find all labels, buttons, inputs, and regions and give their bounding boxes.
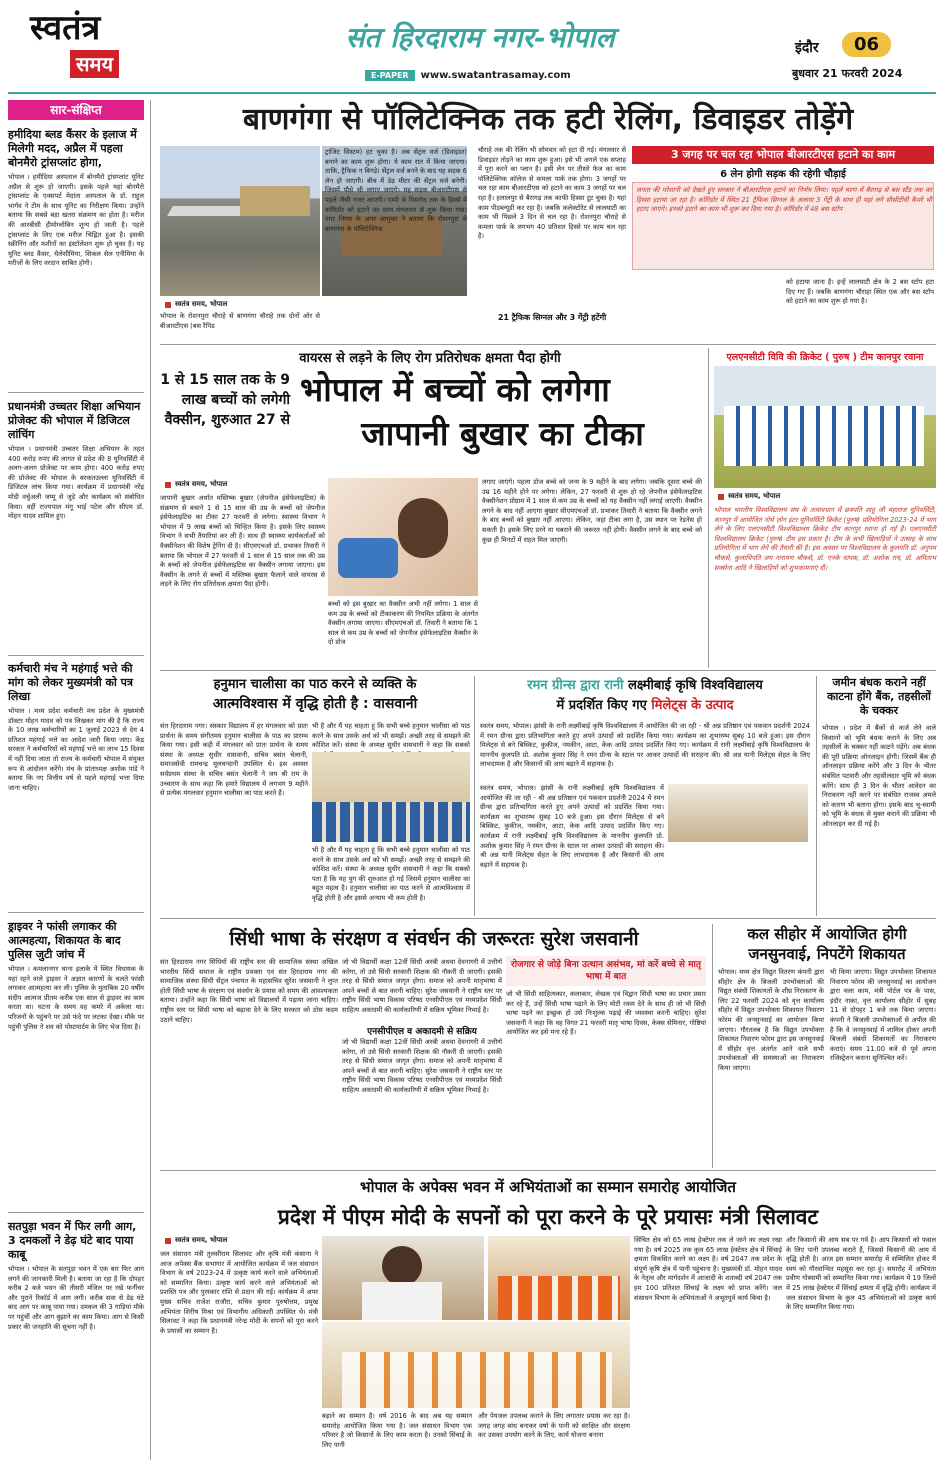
sehore-body-1: भोपाल। मध्य क्षेत्र विद्युत वितरण कंपनी द्वारा सीहोर क्षेत्र के बिजली उपभोक्ताओं की विद्युत संबंधी शिकायतों के शीघ्र निराकरण के लिए 22 फरवरी 2024 को वृत्त कार्यालय सीहोर में विद्युत उपभोक्ता शिकायत निवारण फोरम की जनसुनवाई का आयोजन किया जाएगा। गौरतलब है कि विद्युत उपभोक्ता शिकायत निवारण फोरम द्वारा इस जनसुनवाई में सीहोर वृत्त अंतर्गत आने वाले सभी उपभोक्ताओं की समस्याओं का निराकरण किया जाएगा। <box>718 968 824 1072</box>
award-ceremony-photo <box>322 1322 630 1408</box>
top-story-subhead-signals: 21 ट्रैफिक सिग्नल और 3 गेंट्री हटेंगी <box>497 313 607 322</box>
sindhi-body-3: जो भी सिंधी साहित्यकार, कलाकार, लेखक एवं विद्वान सिंधी भाषा का प्रचार प्रसार कर रहे हैं, उन्हें सिंधी भाषा पढ़ाने के लिए मोटी रकम देने के साथ ही जो भी सिंधी भाषा पढ़ने का इच्छुक हो उसे निःशुल्क पढ़ाई की व्यवस्था करनी चाहिए। सुरेश जसवानी ने कहा कि वह विगत 21 फरवरी मातृ भाषा दिवस, केक्स सेमिनार, गोष्ठियां आयोजित कर इसे मना रहे हैं। <box>506 990 706 1037</box>
millets-headline <box>480 676 810 716</box>
city-label: इंदौर <box>795 40 819 56</box>
vaccination-photo <box>328 478 478 596</box>
sehore-headline: कल सीहोर में आयोजित होगी जनसुनवाई, निपटेंगे शिकायत <box>747 925 907 963</box>
millets-body: स्वतंत्र समय, भोपाल। झांसी के रानी लक्ष्मीबाई कृषि विश्वविद्यालय में आयोजित की जा रही - श्री अन्न प्रतिष्ठान एवं पकवान प्रदर्शनी 2024 में रमन ग्रीन्स द्वारा प्रतिभागिता करते हुए अपने उत्पादों को प्रदर्शित किया गया। कार्यक्रम का शुभारम्भ सुबह 10 बजे हुआ। इस दौरान मिलेट्स से बने बिस्किट, कुकीज, नमकीन, आटा, केक आदि उत्पाद प्रदर्शित किए गए। कार्यक्रम में रानी लक्ष्मीबाई कृषि विश्वविद्यालय के माननीय कुलपति प्रो. अशोक कुमार सिंह ने रमन ग्रीन्स के स्टाल पर आकर उत्पादों की सराहना की। श्री अन्न यानी मिलेट्स सेहत के लिए लाभदायक है और किसानों की आय बढ़ाने में सहायक है। <box>480 722 810 769</box>
hanuman-students-photo <box>312 752 470 842</box>
sindhi-pullquote: रोजगार से जोड़े बिना उत्थान असंभव, मां करें बच्चे से मातृ भाषा में बात <box>506 956 706 986</box>
sidebar-item-title: प्रधानमंत्री उच्चतर शिक्षा अभियान प्रोजेक्ट की भोपाल में डिजिटल लांचिंग <box>8 400 141 441</box>
section-divider <box>160 918 936 919</box>
millets-headline-d: मिलेट्स के उत्पाद <box>651 698 734 713</box>
epaper-bar <box>365 68 765 82</box>
hanuman-headline <box>160 676 470 714</box>
top-story-col2: चौराहे तक की रेलिंग भी सोमवार को हटा दी गई। मंगलवार से डिवाइडर तोड़ने का काम शुरू हुआ। इसे भी अगले एक सप्ताह में पूरा करने का प्लान है। इसी लेन पर तीसरे फेज का काम पॉलिटेक्निक कॉलेज से कमला पार्क तक होगा। 3 जगहों पर चल रहा काम बीआरटीएस को हटाने का काम 3 जगहों पर चल रहा है। हलालपुर से बैरागढ़ तक काफी हिस्सा टूट चुका है। यहां काम पीडब्ल्यूडी कर रहा है। जबकि कलेक्टोरेट से लालघाटी का काम भी पिछले 3 दिन से चल रहा है। रोशनपुरा चौराहे से कमला पार्क के लगभग 40 प्रतिशत हिस्से पर काम चल रहा है। <box>478 146 626 241</box>
logo-top: स्वतंत्र <box>30 8 101 48</box>
sindhi-body-2-cont: जो भी विद्यार्थी कक्षा 12वीं सिंधी अरबी अथवा देवनागरी में उत्तीर्ण करेगा, तो उसे सिंधी सरकारी शिक्षक की नौकरी दी जाएगी। इसकी तरह से सिंधी समाज जागृत होगा। समाज को अपनी मातृभाषा में अपने बच्चों से बात करनी चाहिए। सुरेश जसवानी ने राष्ट्रीय स्तर पर राष्ट्रीय सिंधी भाषा विकास परिषद एनसीपीएल एवं मध्यप्रदेश सिंधी साहित्य अकादमी की कार्यकारिणी में सक्रिय भूमिका निभाई है। <box>342 1038 502 1094</box>
sindhi-body-2: जो भी विद्यार्थी कक्षा 12वीं सिंधी अरबी अथवा देवनागरी में उत्तीर्ण करेगा, तो उसे सिंधी सरकारी शिक्षक की नौकरी दी जाएगी। इसकी तरह से सिंधी समाज जागृत होगा। समाज को अपनी मातृभाषा में अपने बच्चों से बात करनी चाहिए। सुरेश जसवानी ने राष्ट्रीय स्तर पर राष्ट्रीय सिंधी भाषा विकास परिषद एनसीपीएल एवं मध्यप्रदेश सिंधी साहित्य अकादमी की कार्यकारिणी में सक्रिय भूमिका निभाई है। <box>342 958 502 1014</box>
sindhi-body-1: संत हिरदाराम नगर सिंधियों की राष्ट्रीय स्तर की सामाजिक संस्था अखिल भारतीय सिंधी समाज के राष्ट्रीय प्रवक्ता एवं संत हिरदाराम नगर की सामाजिक संस्था सिंधी सेंट्रल पंचायत के महासचिव सुरेश जसवानी ने लुप्त होती सिंधी भाषा के संरक्षण एवं संवर्धन के प्रयास को समय की आवश्यकता बताया। उन्होंने कहा कि सिंधी भाषा को विद्यालयों में पढ़ाया जाना चाहिए। राष्ट्रीय स्तर पर सिंधी भाषा को बढ़ावा देने के लिए सरकार को ठोस कदम उठाने चाहिए। <box>160 958 338 1024</box>
sidebar-header: सार-संक्षिप्त <box>8 100 144 120</box>
website[interactable]: www.swatantrasamay.com <box>420 69 571 81</box>
top-story-highlight: 3 जगह पर चल रहा भोपाल बीआरटीएस हटाने का काम <box>632 146 934 164</box>
apex-kicker: भोपाल के अपेक्स भवन में अभियंताओं का सम्मान समारोह आयोजित <box>360 1178 736 1196</box>
main-story-col1: जापानी बुखार अर्थात मस्तिष्क बुखार (जेपनीज इंसेफेलाइटिस) के संक्रमण से बचाने 1 से 15 साल की उम्र के बच्चों को जेपनीज इंसेफेलाइटिस का टीका 27 फरवरी से लगेगा। स्वास्थ्य विभाग ने भोपाल में 9 लाख बच्चों को चिन्हित किया है। इसके लिए स्वास्थ्य विभाग ने सभी तैयारियां कर ली हैं। साथ ही स्वास्थ्य कार्यकर्ताओं को वैक्सीनेशन की विशेष ट्रेनिंग दी है। सीएमएचओ डॉ. प्रभाकर तिवारी ने बताया कि भोपाल में 27 फरवरी से 1 साल से 15 साल तक की उम्र के बच्चों को जेपनीज इंसेफेलाइटिस का वैक्सीन लगाया जाएगा। इस वैक्सीन के लगने से बच्चों में मस्तिष्क बुखार फैलाने वाले वायरस से लड़ने के लिए रोग प्रतिरोधक क्षमता पैदा होगी। <box>160 494 325 589</box>
sidebar <box>8 100 144 1460</box>
cricket-kicker: एलएनसीटी विवि की क्रिकेट ( पुरुष ) टीम कानपुर रवाना <box>726 352 924 363</box>
millets-headline-c: में प्रदर्शित किए गए <box>556 698 647 713</box>
main-story-col2: बच्चों को इस बुखार का वैक्सीन अभी नहीं लगेगा। 1 साल से कम उम्र के बच्चों को टीकाकरण की नियमित प्रक्रिया के अंतर्गत वैक्सीन लगाया जाएगा। सीएमएचओ डॉ. तिवारी ने बताया कि 1 साल से कम उम्र के बच्चों को जेपनीज इंसेफेलाइटिस वैक्सीन के दो डोज <box>328 600 478 647</box>
issue-date: बुधवार 21 फरवरी 2024 <box>792 67 903 80</box>
column-rule <box>816 676 817 916</box>
sidebar-item-body: भोपाल । प्रधानमंत्री उच्चतर शिक्षा अभियान के तहत 400 करोड़ रुपए की लागत से प्रदेश की 8 यूनिवर्सिटी में अलग-अलग प्रोजेक्ट पर काम होगा। 400 करोड़ रुपए की प्रोजेक्ट की भोपाल के बरकतउल्ला यूनिवर्सिटी में डिजिटल लांच किया गया। कार्यक्रम में प्रधानमंत्री नरेंद्र मोदी वर्चुअली जम्मू से जुड़े और कार्यक्रम को संबोधित किया। वहीं राज्यपाल मंगू भाई पटेल और सीएम डॉ. मोहन यादव शामिल हुए। <box>8 445 144 521</box>
millets-stall-photo <box>668 784 808 842</box>
sidebar-item-body: भोपाल । हमीदिया अस्पताल में बोनमैरो ट्रांसप्लांट यूनिट अप्रैल से शुरू हो जाएगी। इसके पहले यहां बोनमैरो ट्रांसप्लांट के एक्सपर्ट मेदांता अस्पताल के डॉ. राहुल भार्गव ने टीम के साथ यूनिट का निरीक्षण किया। उन्होंने बताया कि सबसे बड़ा खतरा संक्रमण का होता है। मरीज की आरबीसी हीमोग्लोबिन शून्य हो जाती है। पहले ट्रांसप्लांट के लिए एक मरीज चिह्नित हुआ है। इसकी स्क्रीनिंग और मशीनों का इंस्टॉलेशन शुरू हो चुका है। यह यूनिट ब्लड कैंसर, थैलेसीमिया, सिकल सेल एनीमिया के मरीजों के लिए वरदान साबित होगी। <box>8 173 144 268</box>
top-story-subhighlight: 6 लेन होगी सड़क की रहेगी चौड़ाई <box>720 169 846 180</box>
sidebar-item-title: कर्मचारी मंच ने महंगाई भत्ते की मांग को लेकर मुख्यमंत्री को पत्र लिखा <box>8 662 133 703</box>
top-story-byline: स्वतंत्र समय, भोपाल <box>165 300 315 309</box>
sidebar-item-body: भोपाल । मध्य प्रदेश कर्मचारी मंच प्रदेश के मुख्यमंत्री डॉक्टर मोहन यादव को पत्र लिखकर मांग की है कि राज्य के 10 लाख कर्मचारियों का 1 जुलाई 2023 से देय 4 प्रतिशत महंगाई भत्ते का आदेश जारी किया जाए। केंद्र सरकार ने कर्मचारियों को महंगाई भत्ते का लाभ 15 दिवस में नहीं दिया जाता तो राज्य के कर्मचारी भोपाल में संयुक्त रूप से आंदोलन करेंगे। मंच के प्रांताध्यक्ष अशोक पांडे ने बताया कि नए वित्तीय वर्ष से पहले महंगाई भत्ता दिया जाना चाहिए। <box>8 707 144 792</box>
sidebar-divider <box>8 912 144 913</box>
sidebar-divider <box>8 655 144 656</box>
top-story-headline: बाणगंगा से पॉलिटेक्निक तक हटी रेलिंग, डिवाइडर तोड़ेंगे <box>242 102 854 137</box>
apex-col2: बढ़ाने का सम्मान है। वर्ष 2016 के बाद अब यह सम्मान समारोह आयोजित किया गया है। जल संसाधन विभाग एक परिवार है जो किसानों के लिए काम करता है। उनको सिंचाई के लिए पानी <box>322 1412 472 1449</box>
epaper-label: E-PAPER <box>365 70 415 81</box>
hanuman-headline-line2: आत्मविश्वास में वृद्धि होती है : वासवानी <box>212 696 418 712</box>
masthead <box>0 0 945 92</box>
main-headline-line2: जापानी बुखार का टीका <box>361 414 644 453</box>
main-story-side-deck: 1 से 15 साल तक के 9 लाख बच्चों को लगेगी वैक्सीन, शुरुआत 27 से <box>160 372 290 428</box>
sidebar-item <box>8 128 144 385</box>
sidebar-divider <box>8 392 144 393</box>
cricket-team-photo <box>714 366 936 488</box>
main-story-kicker: वायरस से लड़ने के लिए रोग प्रतिरोधक क्षमता पैदा होगी <box>299 351 561 366</box>
sidebar-item-body: भोपाल । कमलानगर थाना इलाके में स्थित विधायक के यहां रहने वाले ड्राइवर ने अज्ञात कारणों के चलते फांसी लगाकर आत्महत्या कर ली। पुलिस के मुताबिक 20 वर्षीय संदीप आत्मज प्रीतम करीब एक साल से ड्राइवर का काम करता था। घटना के समय वह कमरे में अकेला था। परिजनों के पहुंचने पर उसे फंदे पर लटका देखा। मौके पर पहुंची पुलिस ने शव को पोस्टमार्टम के लिए भेज दिया है। <box>8 965 144 1031</box>
sindhi-headline: सिंधी भाषा के संरक्षण व संवर्धन की जरूरतः सुरेश जसवानी <box>229 928 639 950</box>
sidebar-item-title: ड्राइवर ने फांसी लगाकर की आत्महत्या, शिकायत के बाद पुलिस जुटी जांच में <box>8 920 121 961</box>
top-story-col1: ट्रांजिट सिस्टम) हट चुका है। अब सेंट्रल वर्ज (डिवाइडर) बनाने का काम शुरू होगा। ये काम रात में किया जाएगा। ताकि, ट्रैफिक न बिगड़े। सेंट्रल वर्ज बनने के बाद यह सड़क 6 लेन हो जाएगी। बीच में डेढ़ मीटर की सेंट्रल वर्ज बनेगी। जिसमें पौधे भी लगाए जाएंगे। यह सड़क बीआरटीएस से पहले जैसी नजर आएगी। एम्पी से मिसरोद तक के हिस्से में कॉरिडोर को हटाने का काम मंगलवार से शुरू किया गया। नगर निगम के अपर आयुक्त ने बताया कि रोशनपुरा से बाणगंगा के पॉलिटेक्निक <box>325 148 467 233</box>
sehore-body-2: भी किया जाएगा। विद्युत उपभोक्ता शिकायत निवारण फोरम की जनसुनवाई का आयोजन द्वारा चला काम, मंत्री पोर्टल पत्र के पास, इंदौर नाका, वृत्त कार्यालय सीहोर में सुबह 11 से दोपहर 1 बजे तक किया जाएगा। कंपनी ने बिजली उपभोक्ताओं से अपील की है कि वे जनसुनवाई में शामिल होकर अपनी बिजली संबंधी शिकायतों का निराकरण कराएं। समय 11.00 बजे से पूर्व अपना रजिस्ट्रेशन कराना सुनिश्चित करें। <box>830 968 936 1063</box>
millets-headline-a: रमन ग्रीन्स द्वारा रानी <box>527 678 624 693</box>
sidebar-column-rule <box>150 100 151 1460</box>
hanuman-body-2-top: भी है और मैं यह चाहता हूं कि सभी बच्चे हनुमान चालीसा को पाठ करने के साथ उसके अर्थ को भी समझें। अच्छी तरह से समझने की कोशिश करें। संस्था के अध्यक्ष सुधीर वासवानी ने कहा कि सबको <box>312 722 470 750</box>
cricket-byline: स्वतंत्र समय, भोपाल <box>718 492 918 501</box>
column-rule <box>708 348 709 668</box>
minister-silawat-photo <box>322 1236 484 1320</box>
main-story-col3: लगाए जाएंगे। पहला डोज बच्चे को जन्म के 9 महीने के बाद लगेगा। जबकि दूसरा बच्चे की उम्र 16 महीने होने पर लगेगा। लेकिन, 27 फरवरी से शुरू हो रहे जेपनीज इंसेफेलाइटिस वैक्सीनेशन प्रोग्राम में 1 साल से कम उम्र के बच्चों को यह वैक्सीन नहीं लगाई जाएगी। वैक्सीन लगने के बाद नहीं आएगा बुखार सीएमएचओ डॉ. प्रभाकर तिवारी ने बताया कि वैक्सीन लगने के बाद बच्चों को बुखार नहीं आएगा। लेकिन, जहां टीका लगा है, उस स्थान पर रेडनेस हो सकती है। इसके लिए डरने या घबराने की जरूरत नहीं होगी। वैक्सीन लगने के बाद बच्चे को कुछ ही मिनटों में राहत मिल जाएगी। <box>482 478 702 544</box>
hanuman-body-1: संत हिरदाराम नगर। संस्कार विद्यालय में हर मंगलवार को प्रातः प्रार्थना के समय संगीतमय हनुमान चालीसा के पाठ का प्रारम्भ किया गया। इसी कड़ी में मंगलवार को प्रातः प्रार्थना के समय संस्था के अध्यक्ष सुधीर वासवानी, सचिव बसंत चेलानी, समाजसेवी रामचन्द्र मूलचन्दानी उपस्थित थे। इस अवसर सर्वप्रथम संस्था के सचिव बसंत चेलानी ने जय श्री राम के उच्चारण के साथ कहा कि हमारे विद्यालय में लगभग 9 महीने से प्रत्येक मंगलवार हनुमान चालीसा का पाठ करते हैं। <box>160 722 308 798</box>
sidebar-item <box>8 920 144 1220</box>
main-headline-line1: भोपाल में बच्चों को लगेगा <box>300 370 610 409</box>
logo-bottom: समय <box>70 50 119 78</box>
brts-road-photo <box>160 146 320 296</box>
sidebar-item-title: सतपुड़ा भवन में फिर लगी आग, 3 दमकलों ने डेढ़ घंटे बाद पाया काबू <box>8 1220 137 1261</box>
apex-byline: स्वतंत्र समय, भोपाल <box>165 1236 365 1245</box>
sindhi-subhead: एनसीपीएल व अकादमी से सक्रिय <box>367 1027 477 1037</box>
sidebar-item <box>8 662 144 912</box>
main-story-headline <box>300 368 705 456</box>
top-story-col4: को हटाया जाना है। इन्हें लालघाटी क्षेत्र के 2 बस स्टॉप हटा दिए गए हैं। जबकि बाणगंगा चौराहा स्थित एक और बस स्टॉप को हटाने का काम शुरू हो गया है। <box>786 278 934 306</box>
edition-title: संत हिरदाराम नगर-भोपाल <box>345 21 615 54</box>
section-divider <box>160 344 936 345</box>
section-divider <box>160 1170 936 1171</box>
main-story-byline: स्वतंत्र समय, भोपाल <box>165 480 365 489</box>
apex-headline: प्रदेश में पीएम मोदी के सपनों को पूरा करने के पूरे प्रयासः मंत्री सिलावट <box>277 1205 819 1229</box>
top-story-caption: भोपाल के रोशनपुरा चौराहे से बाणगंगा चौराहे तक दोनों ओर से बीआरटीएस (बस रैपिड <box>160 312 320 330</box>
sidebar-item <box>8 1220 144 1455</box>
sidebar-item-title: हमीदिया ब्लड कैंसर के इलाज में मिलेगी मदद, अप्रैल में पहला बोनमैरो ट्रांसप्लांट होगा, <box>8 128 137 169</box>
page-number: 06 <box>842 32 891 57</box>
apex-col1: जल संसाधन मंत्री तुलसीराम सिलावट और कृषि मंत्री कंसाना ने आज अपेक्स बैंक सभागार में आयोजित कार्यक्रम में जल संसाधन विभाग के वर्ष 2023-24 में उत्कृष्ट कार्य करने वाले अभियंताओं को सम्मानित किया। उत्कृष्ट कार्य करने वाले अभियंताओं को प्रशस्ति पत्र और पुरस्कार राशि से प्रदान की गई। कार्यक्रम में अपर मुख्य सचिव राजेश राजौरा, सचिव कुमार पुरुषोत्तम, प्रमुख अभियंता शिरीष मिश्रा एवं विभागीय अधिकारी उपस्थित थे। मंत्री सिलावट ने कहा कि प्रधानमंत्री नरेन्द्र मोदी के सपनों को पूरा करने के प्रयासों का सम्मान है। <box>160 1250 318 1335</box>
logo <box>30 8 150 88</box>
millets-headline-b: लक्ष्मीबाई कृषि विश्वविद्यालय <box>628 678 763 693</box>
apex-col3: और पेयजल उपलब्ध कराने के लिए लगातार प्रयास कर रहा है। जगह जगह बांध बनाकर वर्षा के पानी को संरक्षित और संरक्षण कर उसका उपयोग करने के लिए, कार्य योजना बनाना <box>478 1412 630 1440</box>
land-body: भोपाल । प्रदेश में बैंकों से कर्ज लेने वाले किसानों को भूमि बंधक कराने के लिए अब तहसीलों के चक्कर नहीं काटने पड़ेंगे। अब बंधक की पूरी प्रक्रिया ऑनलाइन होगी। जिसमें बैंक ही ऑनलाइन प्रक्रिया करेंगे और 3 दिन के भीतर संबंधित पटवारी और तहसीलदार भूमि को बंधक करेंगे। साथ ही 3 दिन के भीतर आवेदन का निराकरण नहीं करने पर संबंधित राजस्व अमले को कारण भी बताना होगा। इसके बाद भू-स्वामी को भूमि के बंधक से मुक्त कराने की प्रक्रिया भी ऑनलाइन कर दी गई है। <box>822 724 936 828</box>
sidebar-item <box>8 400 144 635</box>
sidebar-item-body: भोपाल । भोपाल के सतपुड़ा भवन में एक बार फिर आग लगने की जानकारी मिली है। बताया जा रहा है कि दोपहर करीब 2 बजे भवन की तीसरी मंजिल पर रखे फर्नीचर और पुराने रिकॉर्ड में आग लगी। करीब सवा से डेढ़ घंटे बाद आग पर काबू पाया गया। दमकल की 3 गाड़ियां मौके पर पहुंचीं और आग बुझाने का काम किया। आग से किसी प्रकार की जनहानि की सूचना नहीं है। <box>8 1265 144 1331</box>
sidebar-divider <box>8 1212 144 1213</box>
column-rule <box>712 924 713 1168</box>
millets-body-cont: स्वतंत्र समय, भोपाल। झांसी के रानी लक्ष्मीबाई कृषि विश्वविद्यालय में आयोजित की जा रही - श्री अन्न प्रतिष्ठान एवं पकवान प्रदर्शनी 2024 में रमन ग्रीन्स द्वारा प्रतिभागिता करते हुए अपने उत्पादों को प्रदर्शित किया गया। कार्यक्रम का शुभारम्भ सुबह 10 बजे हुआ। इस दौरान मिलेट्स से बने बिस्किट, कुकीज, नमकीन, आटा, केक आदि उत्पाद प्रदर्शित किए गए। कार्यक्रम में रानी लक्ष्मीबाई कृषि विश्वविद्यालय के माननीय कुलपति प्रो. अशोक कुमार सिंह ने रमन ग्रीन्स के स्टाल पर आकर उत्पादों की सराहना की। श्री अन्न यानी मिलेट्स सेहत के लिए लाभदायक है और किसानों की आय बढ़ाने में सहायक है। <box>480 784 664 869</box>
masthead-divider <box>8 92 936 94</box>
top-story-col3: जनता की परेशानी को देखते हुए सरकार ने बीआरटीएस हटाने का निर्णय लिया। पहले चरण में बैरागढ़ से बस स्टैंड तक का हिस्सा हटाया जा रहा है। कॉरिडोर में स्थित 21 ट्रैफिक सिग्नल के अलावा 3 गेंट्री के साथ ही यहां लगे सीसीटीवी कैमरे भी हटाए जाएंगे। इनको हटाने का काम भी शुरू कर दिया गया है। कॉरिडोर में 48 बस स्टॉप <box>636 186 932 214</box>
column-rule <box>474 676 475 916</box>
cricket-body: भोपाल भारतीय विश्वविद्यालय संघ के तत्वावधान में छत्रपति शाहू जी महाराज यूनिवर्सिटी, कानपुर में आयोजित नॉर्थ ज़ोन इंटर यूनिवर्सिटी क्रिकेट (पुरुष) प्रतियोगिता 2023-24 में भाग लेने के लिए एलएनसीटी विश्वविद्यालय क्रिकेट टीम कानपुर रवाना हो गई है। एलएनसीटी विश्वविद्यालय क्रिकेट (पुरुष) टीम इस प्रकार है। टीम के सभी खिलाड़ियों ने उत्साह के साथ प्रतियोगिता में भाग लेने की तैयारी की है। इस अवसर पर विश्वविद्यालय के कुलपति डॉ. अनुपम चौकसे, कुलाधिपति जय नारायण चौकसे, डॉ. एनके थापक, डॉ. अशोक राय, डॉ. अमिताभ सक्सेना आदि ने खिलाड़ियों को शुभकामनाएं दीं। <box>714 506 936 572</box>
hanuman-body-2: भी है और मैं यह चाहता हूं कि सभी बच्चे हनुमान चालीसा को पाठ करने के साथ उसके अर्थ को भी समझें। अच्छी तरह से समझने की कोशिश करें। संस्था के अध्यक्ष सुधीर वासवानी ने कहा कि सबको पता है कि यह युग की शुरुआत हो गई जिसमें हनुमान चालीसा का बहुत महत्व है। हनुमान चालीसा का पाठ करने से आत्मविश्वास में वृद्धि होती है और इससे अन्याय भी कम होती है। <box>312 846 470 902</box>
land-headline: जमीन बंधक कराने नहीं काटना होंगे बैंक, तहसीलों के चक्कर <box>827 676 931 717</box>
engineers-honour-photo <box>488 1236 630 1320</box>
apex-col4: सिंचित क्षेत्र को 65 लाख हेक्टेयर तक ले जाने का लक्ष्य रखा गया है। वर्ष 2025 तक कुल 65 लाख हेक्टेयर क्षेत्र में सिंचाई क्षमता विकसित करने का लक्ष्य है। वर्ष 2047 तक प्रदेश के संपूर्ण कृषि क्षेत्र में पानी पहुंचाना है। मुख्यमंत्री डॉ. मोहन यादव के नेतृत्व और मार्गदर्शन में आजादी के शताब्दी वर्ष 2047 तक हम 100 प्रतिशत सिंचाई के लक्ष्य को प्राप्त करेंगे। जल संसाधन विभाग के अभियंताओं ने अभूतपूर्व कार्य किया है। <box>634 1236 782 1302</box>
apex-col5: और किसानों की आय सब पर गर्व है। आप किसानों को फसल के लिए पानी उपलब्ध कराते हैं, जिससे किसानों की आय में वृद्धि होती है। आज इस सम्मान समारोह में सम्मिलित होकर मैं स्वयं को गौरवान्वित महसूस कर रहा हूं। समारोह में अभियंता प्रवीण गोस्वामी को सम्मानित किया गया। कार्यक्रम में 19 जिलों में 25 लाख हेक्टेयर में सिंचाई क्षमता में वृद्धि होगी। कार्यक्रम में जल संसाधन विभाग के कुल 45 अभियंताओं को उत्कृष्ट कार्य के लिए सम्मानित किया गया। <box>786 1236 936 1312</box>
section-divider <box>160 670 936 671</box>
hanuman-headline-line1: हनुमान चालीसा का पाठ करने से व्यक्ति के <box>213 677 417 692</box>
